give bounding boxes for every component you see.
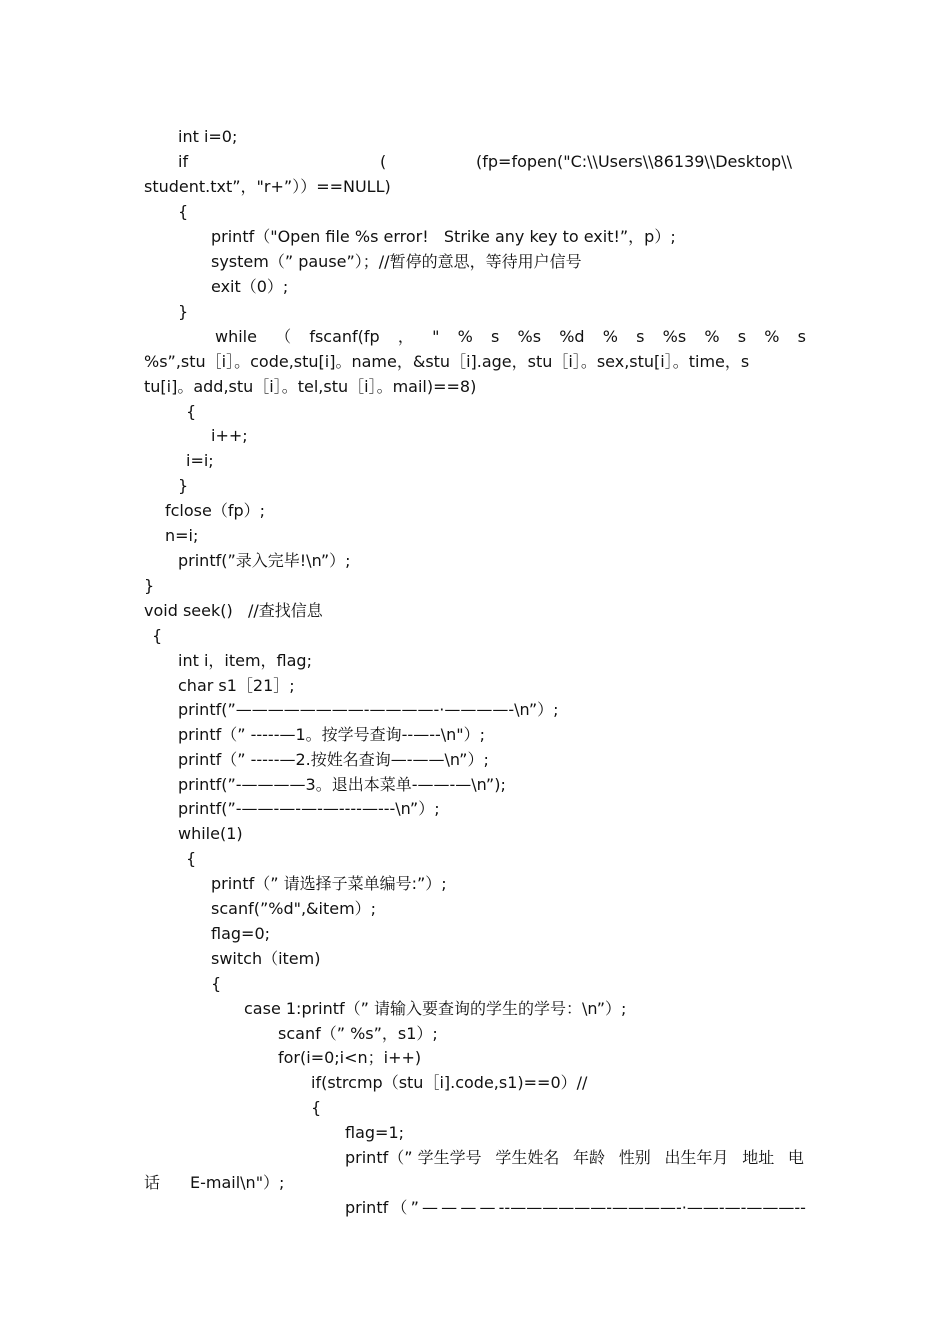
code-line: i++; [211,426,248,445]
code-token: — [422,1198,439,1217]
code-line-justified [215,326,806,348]
code-line: } [178,302,189,321]
code-token: 学生姓名 [495,1148,560,1167]
code-token: % [764,327,780,346]
code-line: char s1［21］; [178,676,295,695]
code-line: scanf(”%d",&item）; [211,899,377,918]
code-line: %s”,stu［i］。code,stu[i]。name，&stu［i].age，stu［i］。sex,stu[i］。time，s [144,352,750,371]
code-line: if(strcmp（stu［i].code,s1)==0）// [311,1073,588,1092]
code-line: int i=0; [178,127,238,146]
code-line-justified [345,1147,804,1169]
code-token: printf（” 学生学号 [345,1148,482,1167]
code-line: printf（” -----—2.按姓名查询—-——\n”）; [178,750,489,769]
code-token: （ [275,327,292,346]
code-line: printf(”-——-—-—-—----—---\n”）; [178,799,440,818]
code-line: flag=1; [345,1123,405,1142]
code-line: for(i=0;i<n；i++) [278,1048,422,1067]
code-token: s [636,327,645,346]
code-token: % [602,327,618,346]
code-token: ， [397,327,414,346]
code-token: 性别 [618,1148,651,1167]
code-line: scanf（” %s”，s1）; [278,1024,438,1043]
code-line: } [178,476,189,495]
code-line: void seek() //查找信息 [144,601,323,620]
code-line: { [178,202,189,221]
code-line: fclose（fp）; [165,501,266,520]
code-line: (fp=fopen("C:\\Users\\86139\\Desktop\\ [476,152,792,171]
code-line: int i，item，flag; [178,651,312,670]
code-line: printf（"Open file %s error! Strike any key to exit!”，p）; [211,227,676,246]
code-token: s [737,327,747,346]
code-line: 话 [144,1173,161,1192]
code-token: 地址 [742,1148,775,1167]
code-line: exit（0）; [211,277,289,296]
code-token: %s [662,327,687,346]
code-token: — [441,1198,458,1217]
code-token: 年龄 [573,1148,606,1167]
code-line: case 1:printf（” 请输入要查询的学生的学号：\n”）; [244,999,627,1018]
code-token: printf [345,1198,389,1217]
code-token: — [460,1198,477,1217]
code-token: s [490,327,500,346]
code-line: { [211,974,222,993]
code-token: " [432,327,440,346]
code-line: system（” pause”）；//暂停的意思，等待用户信号 [211,252,582,271]
code-token: %d [559,327,585,346]
code-line: { [311,1098,322,1117]
code-line: E-mail\n"）; [190,1173,285,1192]
code-line: flag=0; [211,924,271,943]
code-token: 电 [787,1148,804,1167]
code-line: i=i; [186,451,214,470]
code-line: n=i; [165,526,199,545]
code-token: 出生年月 [664,1148,729,1167]
code-line: { [152,626,163,645]
code-token: s [797,327,806,346]
code-line: printf(”————————-————-·————-\n”）; [178,700,559,719]
code-line: while(1) [178,824,243,843]
code-line: if [178,152,189,171]
code-token: fscanf(fp [309,327,380,346]
code-token: % [704,327,720,346]
code-line: printf(”录入完毕!\n”）; [178,551,351,570]
code-token: --——————-————-·——-—-———-- [498,1198,806,1217]
code-line: tu[i]。add,stu［i］。tel,stu［i］。mail)==8) [144,377,477,396]
code-token: while [215,327,257,346]
code-token: ” [410,1198,419,1217]
code-line: switch（item) [211,949,321,968]
code-line: printf(”-————3。退出本菜单-——-—\n”); [178,775,506,794]
code-line: student.txt”，"r+”））==NULL) [144,177,391,196]
code-line: { [186,402,197,421]
code-line-justified [345,1197,806,1219]
code-token: — [479,1198,496,1217]
code-line: { [186,849,197,868]
code-token: %s [517,327,542,346]
code-token: % [457,327,473,346]
code-line: printf（” -----—1。按学号查询--—--\n"）; [178,725,486,744]
code-line: } [144,576,155,595]
code-line: printf（” 请选择子菜单编号:”）; [211,874,447,893]
code-token: （ [391,1198,408,1217]
code-line: ( [380,152,387,171]
